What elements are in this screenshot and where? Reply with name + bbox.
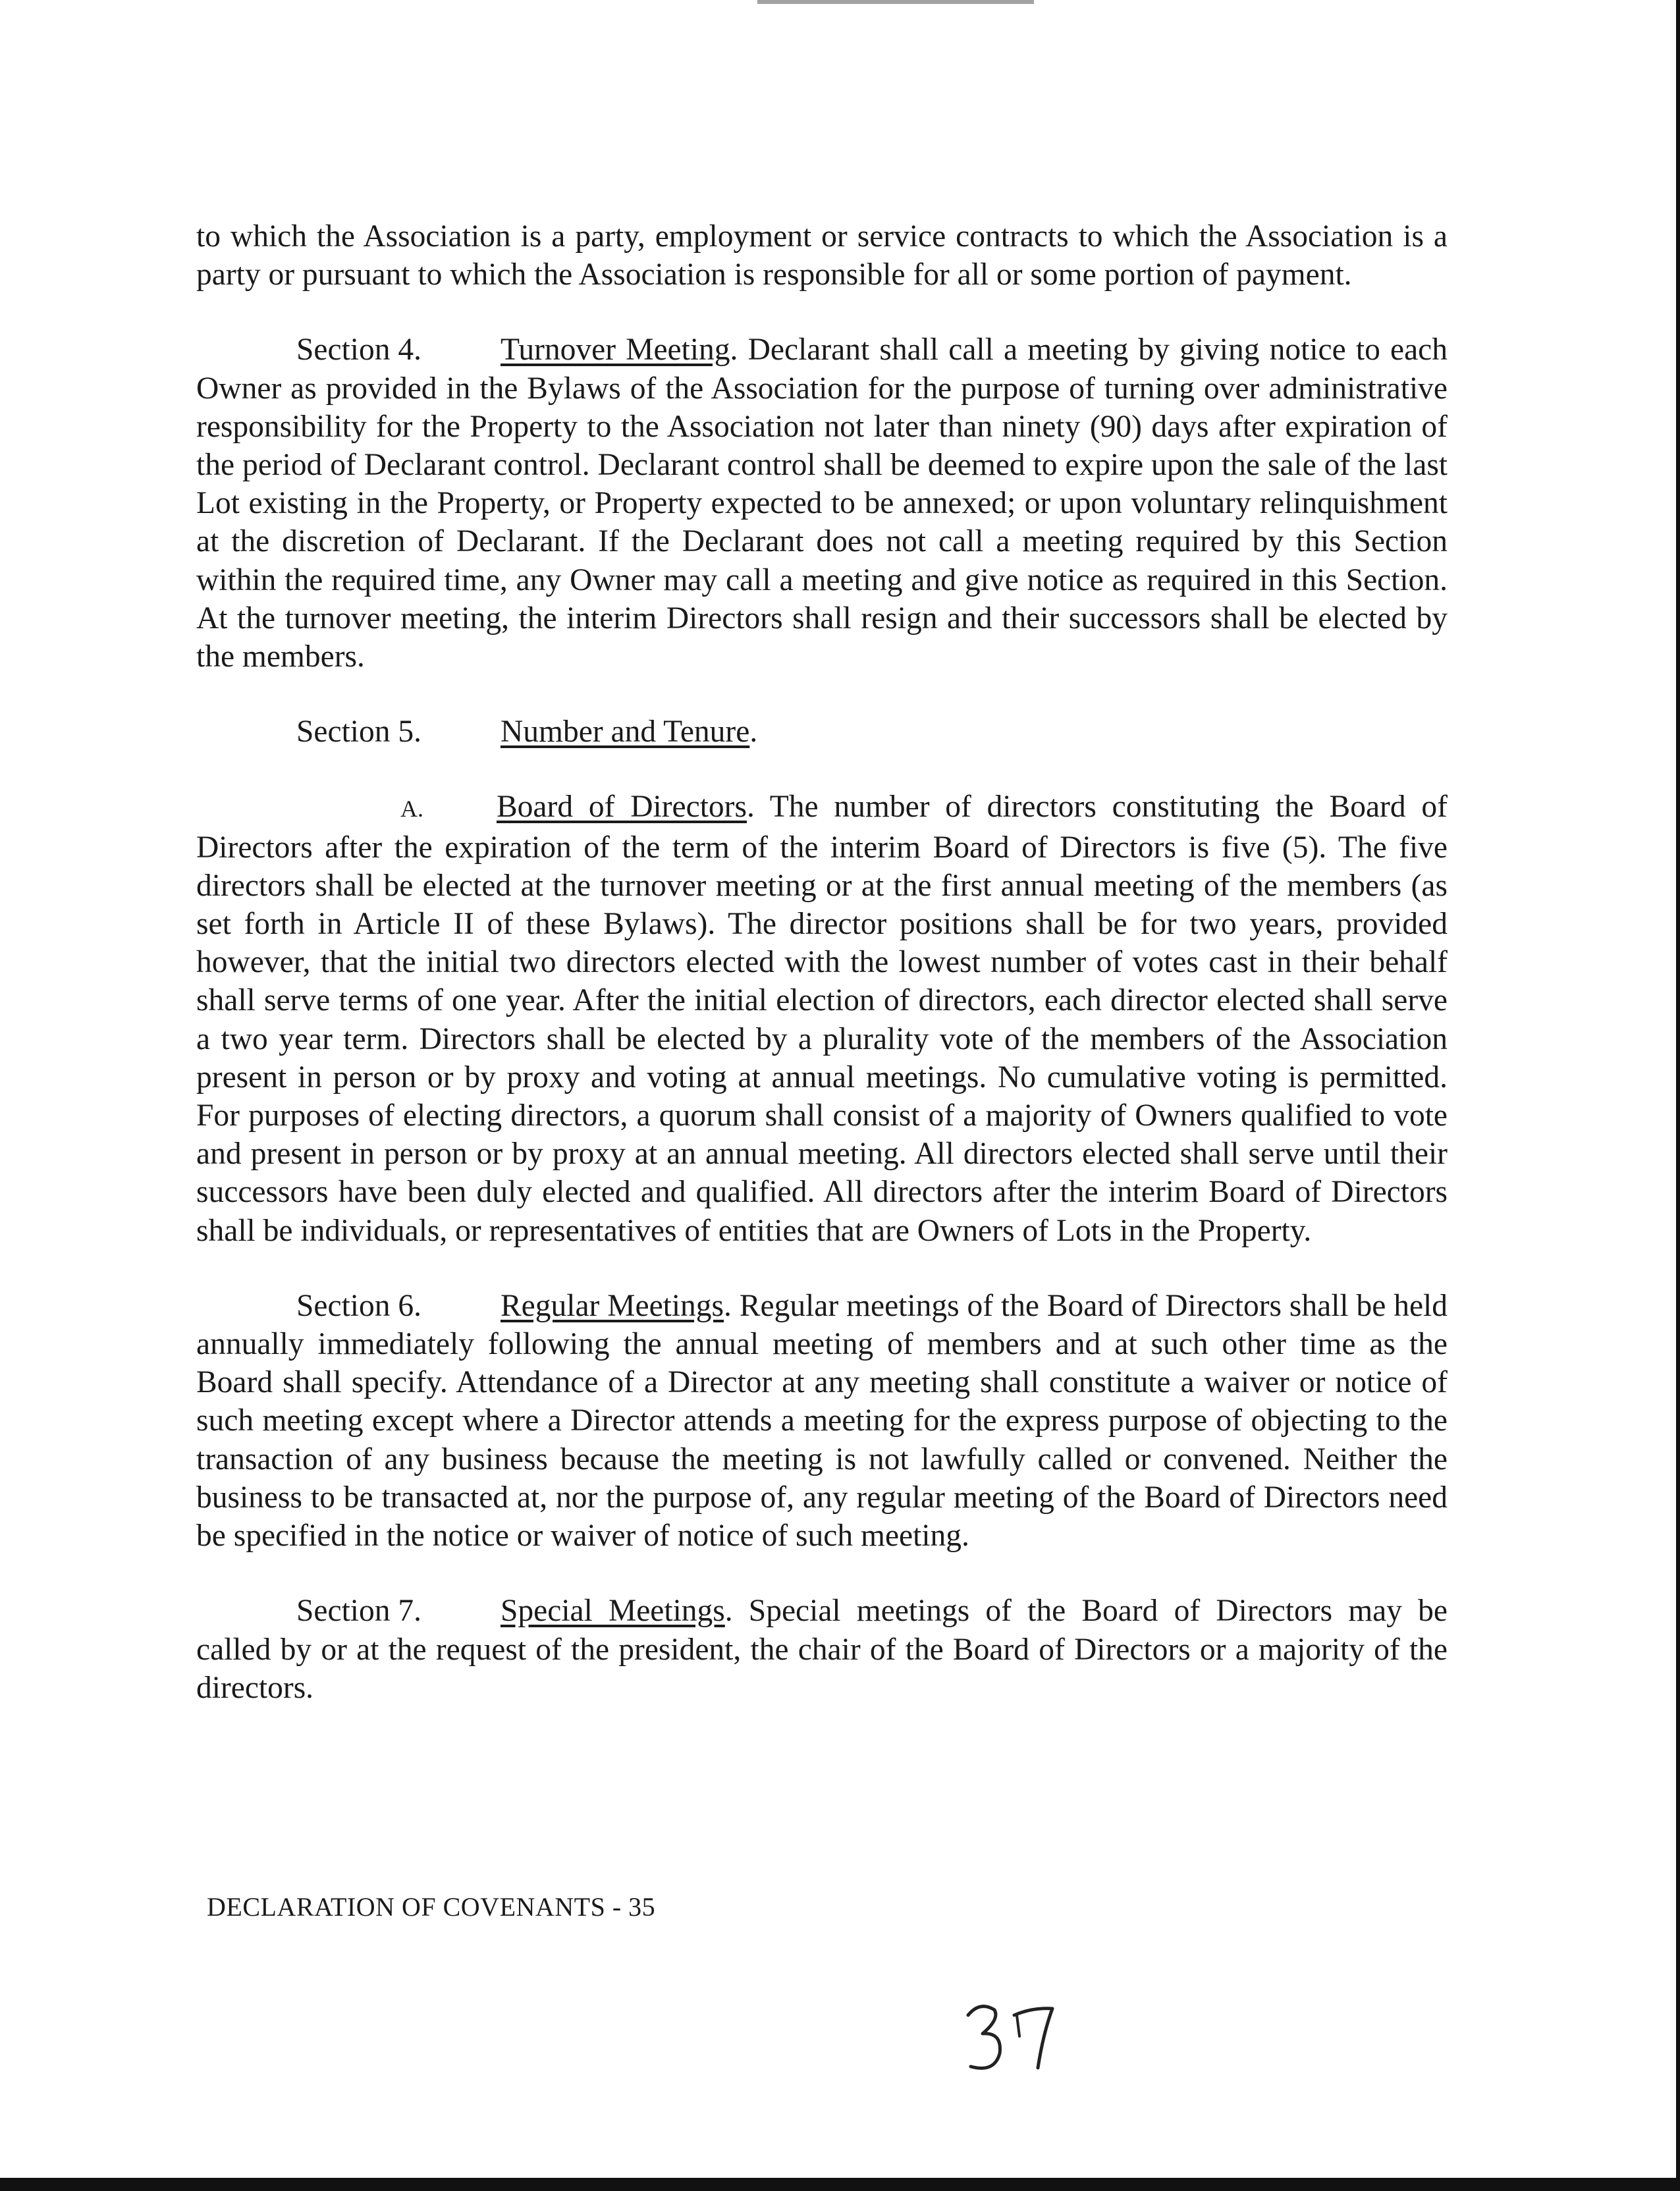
opening-paragraph: to which the Association is a party, employment or service contracts to which the Association is a party or pursuant to which the Association is responsible for all or some portion of payment. [196, 219, 1448, 292]
section-number: Section 5. [296, 715, 421, 749]
section-text: . Regular meetings of the Board of Directors shall be held annually immediately following the annual meeting of members and at such other time as the Board shall specify. Attendance of a Director at any meeting shall constitute a waiver or notice of such meeting except where a Director attends a meeting for the express purpose of objecting to the transaction of any business because the meeting is not lawfully called or convened. Neither the business to be transacted at, nor the purpose of, any regular meeting of the Board of Directors need be specified in the notice or waiver of notice of such meeting. [196, 1288, 1448, 1554]
section-5-paragraph [196, 713, 1448, 751]
section-heading: Special Meetings [501, 1594, 725, 1629]
subsection-heading: Board of Directors [497, 790, 747, 825]
section-7-paragraph [196, 1592, 1448, 1707]
subsection-letter: A. [400, 796, 423, 823]
section-text: . Special meetings of the Board of Directors may be called by or at the request of the president, the chair of the Board of Directors or a majority of the directors. [196, 1594, 1448, 1705]
section-heading: Number and Tenure [501, 715, 750, 749]
scan-artifact-top [757, 0, 1034, 4]
section-6-paragraph [196, 1287, 1448, 1555]
subsection-text: . The number of directors constituting the Board of Directors after the expiration of the term of the interim Board of Directors is five (5). The five directors shall be elected at the turnover meeting or at the first annual meeting of the members (as set forth in Article II of these Bylaws). The director positions shall be for two years, provided however, that the initial two directors elected with the lowest number of votes cast in their behalf shall serve terms of one year. After the initial election of directors, each director elected shall serve a two year term. Directors shall be elected by a plurality vote of the members of the Association present in person or by proxy and voting at annual meetings. No cumulative voting is permitted. For purposes of electing directors, a quorum shall consist of a majority of Owners qualified to vote and present in person or by proxy at an annual meeting. All directors elected shall serve until their successors have been duly elected and qualified. All directors after the interim Board of Directors shall be individuals, or representatives of entities that are Owners of Lots in the Property. [196, 790, 1448, 1248]
section-number: Section 7. [296, 1594, 421, 1629]
section-4-paragraph [196, 331, 1448, 676]
section-number: Section 4. [296, 333, 421, 367]
page-footer: DECLARATION OF COVENANTS - 35 [207, 1892, 656, 1922]
section-heading: Regular Meetings [501, 1288, 724, 1323]
section-text: . Declarant shall call a meeting by giving notice to each Owner as provided in the Bylaws of the Association for the purpose of turning over administrative responsibility for the Property to the Association not later than ninety (90) days after expiration of the period of Declarant control. Declarant control shall be deemed to expire upon the sale of the last Lot existing in the Property, or Property expected to be annexed; or upon voluntary relinquishment at the discretion of Declarant. If the Declarant does not call a meeting required by this Section within the required time, any Owner may call a meeting and give notice as required in this Section. At the turnover meeting, the interim Directors shall resign and their successors shall be elected by the members. [196, 333, 1448, 674]
section-heading: Turnover Meeting [501, 333, 730, 367]
scan-border-bottom [0, 2178, 1680, 2191]
scan-border-right [1676, 0, 1680, 2191]
document-body [196, 217, 1448, 1744]
section-text: . [749, 715, 758, 749]
subsection-a-paragraph [196, 788, 1448, 1249]
handwritten-page-number [954, 1995, 1066, 2081]
section-number: Section 6. [296, 1288, 421, 1323]
